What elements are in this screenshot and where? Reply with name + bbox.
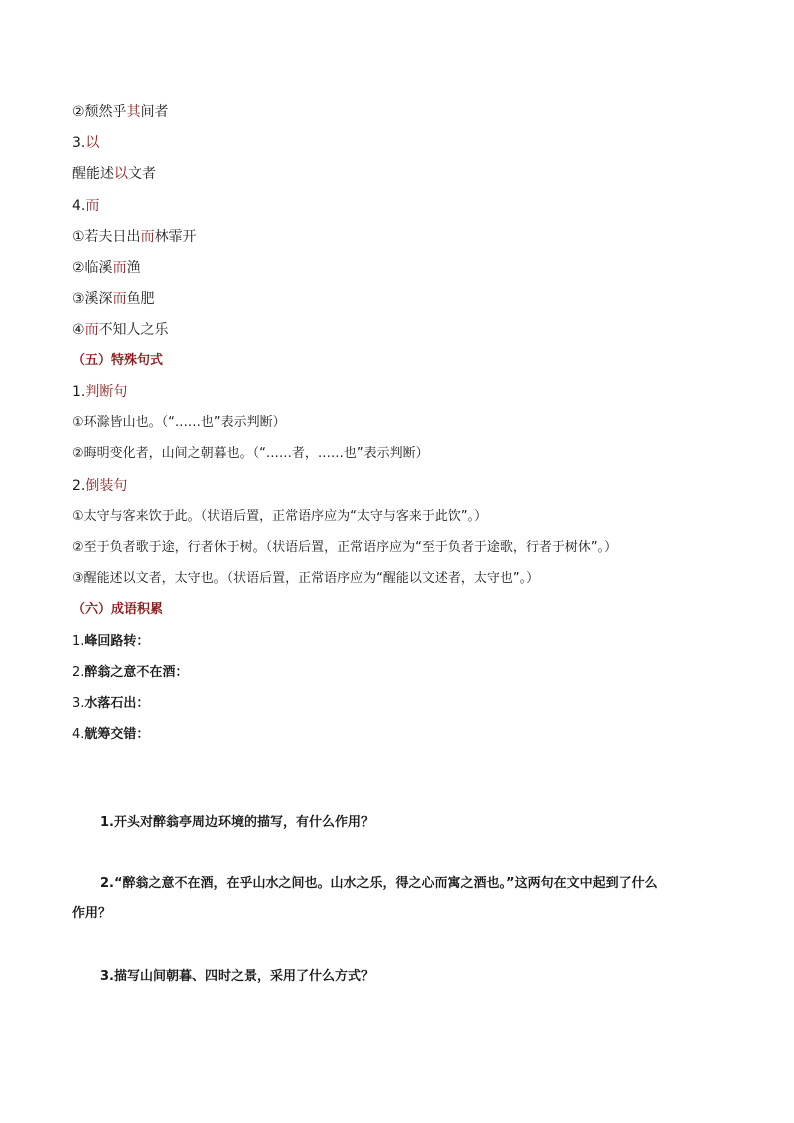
highlighted-word: 以 [114, 166, 128, 182]
section-heading-special-sentences: （五）特殊句式 [72, 353, 164, 368]
subheading-inverted-sentence [72, 476, 127, 496]
text: 文者 [128, 166, 156, 182]
item-number: 4. [72, 198, 86, 214]
highlighted-word: 而 [140, 229, 155, 245]
idiom-item [72, 694, 149, 714]
highlighted-word: 其 [126, 104, 141, 120]
example-line-er-2 [72, 258, 141, 278]
sentence-example-5: ③醒能述以文者，太守也。（状语后置，正常语序应为“醒能以文述者，太守也”。） [72, 571, 540, 586]
idiom-text: 醉翁之意不在酒： [84, 665, 189, 680]
question-3: 3.描写山间朝暮、四时之景，采用了什么方式？ [100, 969, 374, 984]
sentence-example-3: ①太守与客来饮于此。（状语后置，正常语序应为“太守与客来于此饮”。） [72, 509, 488, 524]
idiom-text: 水落石出： [84, 696, 150, 711]
highlighted-word: 以 [85, 135, 100, 151]
question-1: 1.开头对醉翁亭周边环境的描写，有什么作用？ [100, 815, 374, 830]
sentence-example-1: ①环滁皆山也。（“……也”表示判断） [72, 415, 286, 430]
highlighted-word: 而 [85, 198, 100, 214]
idiom-text: 峰回路转： [84, 634, 150, 649]
item-number: 3. [72, 696, 85, 711]
subheading-label: 倒装句 [85, 478, 128, 494]
text: ④ [72, 322, 85, 338]
sentence-example-2: ②晦明变化者，山间之朝暮也。（“……者，……也”表示判断） [72, 446, 429, 461]
highlighted-word: 而 [84, 322, 99, 338]
text: 醒能述 [72, 166, 114, 182]
example-line-qi-2 [72, 102, 169, 122]
highlighted-word: 而 [112, 260, 127, 276]
text: 鱼肥 [126, 291, 155, 307]
text: ③溪深 [72, 291, 113, 307]
example-line-er-1 [72, 227, 197, 247]
idiom-text: 觥筹交错： [84, 727, 150, 742]
section-heading-idioms: （六）成语积累 [72, 602, 164, 617]
idiom-item [72, 663, 188, 683]
question-2-line-2: 作用？ [72, 906, 112, 921]
sentence-example-4: ②至于负者歌于途，行者休于树。（状语后置，正常语序应为“至于负者于途歌，行者于树休”。） [72, 540, 618, 555]
item-number: 2. [72, 665, 85, 680]
text: 林霏开 [154, 229, 197, 245]
item-number: 4. [72, 727, 85, 742]
text: 不知人之乐 [98, 322, 169, 338]
example-line-er-4 [72, 320, 169, 340]
text: ②临溪 [72, 260, 113, 276]
item-number: 3. [72, 135, 86, 151]
subheading-judgement-sentence [72, 382, 127, 402]
item-number: 1. [72, 384, 86, 400]
text: 间者 [140, 104, 169, 120]
subheading-label: 判断句 [85, 384, 128, 400]
idiom-item [72, 725, 149, 745]
word-heading-er [72, 196, 99, 216]
item-number: 2. [72, 478, 86, 494]
item-number: 1. [72, 634, 85, 649]
example-line-yi-1 [72, 164, 156, 184]
word-heading-yi [72, 133, 99, 153]
question-2-line-1: 2.“醉翁之意不在酒，在乎山水之间也。山水之乐，得之心而寓之酒也。”这两句在文中起到了什么 [100, 876, 658, 891]
text: ②颓然乎 [72, 104, 127, 120]
highlighted-word: 而 [112, 291, 127, 307]
text: 渔 [126, 260, 141, 276]
idiom-item [72, 632, 149, 652]
example-line-er-3 [72, 289, 155, 309]
text: ①若夫日出 [72, 229, 141, 245]
